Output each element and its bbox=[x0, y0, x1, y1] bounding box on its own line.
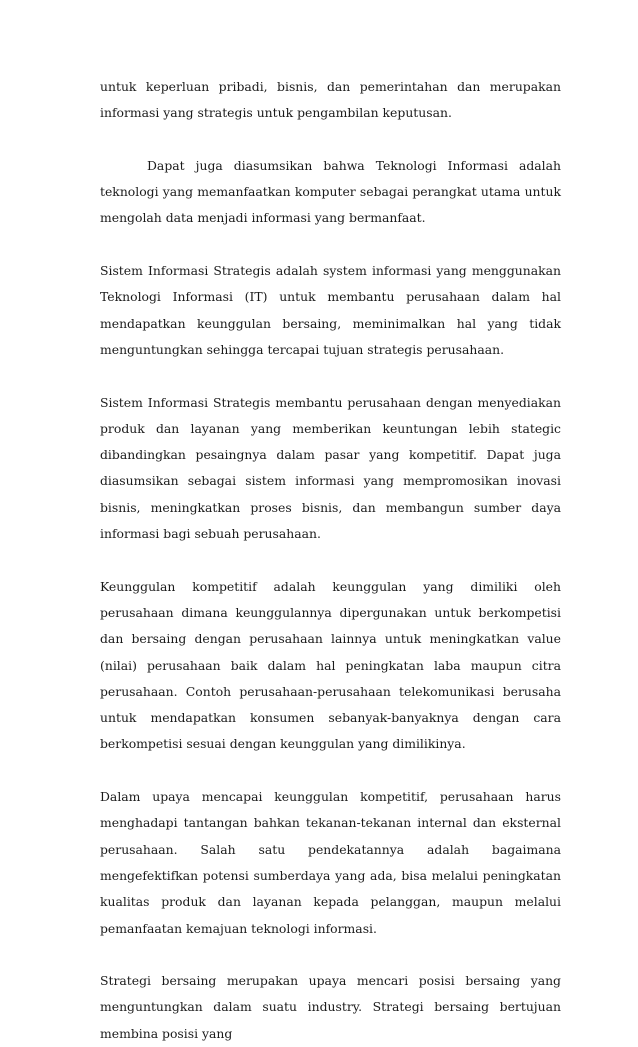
paragraph-4: Sistem Informasi Strategis membantu perusahaan dengan menyediakan produk dan layanan yang memberikan keuntungan lebih stategic dibandingkan pesaingnya dalam pasar yang kompetitif. Dapat juga diasumsikan sebagai sistem informasi yang mempromosikan inovasi bisnis, meningkatkan proses bisnis, dan membangun sumber daya informasi bagi sebuah perusahaan. bbox=[100, 394, 561, 542]
document-body bbox=[100, 74, 561, 1047]
paragraph-2: Dapat juga diasumsikan bahwa Teknologi Informasi adalah teknologi yang memanfaatkan komputer sebagai perangkat utama untuk mengolah data menjadi informasi yang bermanfaat. bbox=[100, 157, 561, 226]
paragraph-3: Sistem Informasi Strategis adalah system informasi yang menggunakan Teknologi Informasi (IT) untuk membantu perusahaan dalam hal mendapatkan keunggulan bersaing, meminimalkan hal yang tidak menguntungkan sehingga tercapai tujuan strategis perusahaan. bbox=[100, 263, 561, 357]
paragraph-6: Dalam upaya mencapai keunggulan kompetitif, perusahaan harus menghadapi tantangan bahkan tekanan-tekanan internal dan eksternal perusahaan. Salah satu pendekatannya adalah bagaimana mengefektifkan potensi sumberdaya yang ada, bisa melalui peningkatan kualitas produk dan layanan kepada pelanggan, maupun melalui pemanfaatan kemajuan teknologi informasi. bbox=[100, 789, 561, 936]
paragraph-1: untuk keperluan pribadi, bisnis, dan pemerintahan dan merupakan informasi yang strategis untuk pengambilan keputusan. bbox=[100, 79, 561, 121]
paragraph-7: Strategi bersaing merupakan upaya mencari posisi bersaing yang menguntungkan dalam suatu industry. Strategi bersaing bertujuan membina posisi yang bbox=[100, 973, 561, 1041]
paragraph-5: Keunggulan kompetitif adalah keunggulan yang dimiliki oleh perusahaan dimana keunggulannya dipergunakan untuk berkompetisi dan bersaing dengan perusahaan lainnya untuk meningkatkan value (nilai) perusahaan baik dalam hal peningkatan laba maupun citra perusahaan. Contoh perusahaan-perusahaan telekomunikasi berusaha untuk mendapatkan konsumen sebanyak-banyaknya dengan cara berkompetisi sesuai dengan keunggulan yang dimilikinya. bbox=[100, 578, 561, 752]
